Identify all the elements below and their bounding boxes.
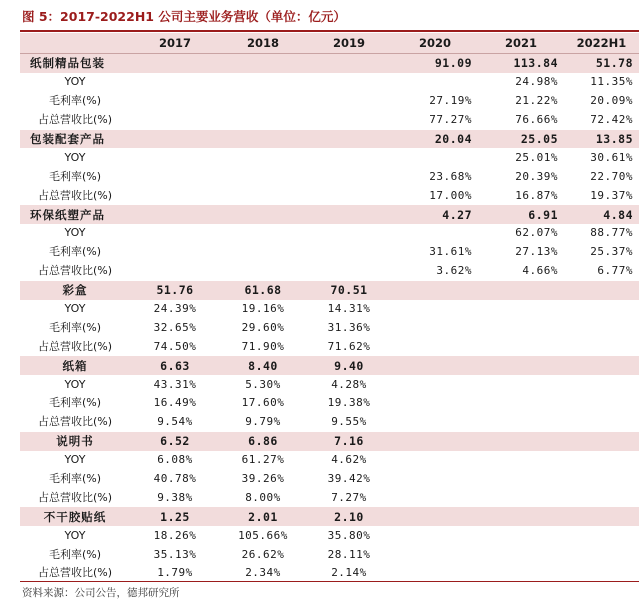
table-cell bbox=[478, 318, 564, 337]
table-cell bbox=[306, 54, 392, 73]
table-cell bbox=[392, 73, 478, 92]
table-cell: 3.62% bbox=[392, 262, 478, 281]
table-cell bbox=[478, 470, 564, 489]
row-label: 说明书 bbox=[20, 432, 130, 451]
table-cell bbox=[130, 73, 220, 92]
table-cell: 14.31% bbox=[306, 300, 392, 319]
table-cell bbox=[130, 111, 220, 130]
table-cell bbox=[478, 356, 564, 375]
table-cell: 39.42% bbox=[306, 470, 392, 489]
table-row bbox=[20, 545, 639, 564]
table-cell bbox=[564, 413, 639, 432]
row-label: 占总营收比(%) bbox=[20, 111, 130, 130]
table-cell bbox=[564, 470, 639, 489]
table-cell bbox=[392, 432, 478, 451]
table-cell bbox=[478, 413, 564, 432]
table-cell bbox=[130, 130, 220, 149]
table-cell bbox=[306, 148, 392, 167]
table-cell bbox=[130, 54, 220, 73]
table-cell: 2.10 bbox=[306, 507, 392, 526]
table-cell bbox=[130, 92, 220, 111]
table-cell: 24.39% bbox=[130, 300, 220, 319]
table-cell bbox=[392, 281, 478, 300]
column-header bbox=[20, 33, 130, 54]
table-cell bbox=[392, 375, 478, 394]
table-cell bbox=[220, 130, 306, 149]
section-row bbox=[20, 281, 639, 300]
table-cell bbox=[392, 507, 478, 526]
table-cell: 25.01% bbox=[478, 148, 564, 167]
table-row bbox=[20, 300, 639, 319]
table-cell bbox=[306, 224, 392, 243]
table-cell: 31.36% bbox=[306, 318, 392, 337]
table-cell bbox=[564, 281, 639, 300]
row-label: 占总营收比(%) bbox=[20, 262, 130, 281]
table-cell: 2.01 bbox=[220, 507, 306, 526]
row-label: YOY bbox=[20, 224, 130, 243]
table-row bbox=[20, 92, 639, 111]
table-cell: 39.26% bbox=[220, 470, 306, 489]
table-cell: 61.27% bbox=[220, 451, 306, 470]
table-cell bbox=[564, 318, 639, 337]
table-cell: 4.27 bbox=[392, 205, 478, 224]
table-row bbox=[20, 186, 639, 205]
row-label: 彩盒 bbox=[20, 281, 130, 300]
table-cell: 2.34% bbox=[220, 564, 306, 583]
table-cell bbox=[130, 243, 220, 262]
table-cell: 70.51 bbox=[306, 281, 392, 300]
table-cell: 4.66% bbox=[478, 262, 564, 281]
table-cell bbox=[478, 394, 564, 413]
table-cell: 9.54% bbox=[130, 413, 220, 432]
table-cell: 35.13% bbox=[130, 545, 220, 564]
table-cell bbox=[392, 451, 478, 470]
table-cell: 19.38% bbox=[306, 394, 392, 413]
row-label: 占总营收比(%) bbox=[20, 488, 130, 507]
table-cell bbox=[392, 148, 478, 167]
section-row bbox=[20, 507, 639, 526]
table-cell bbox=[220, 73, 306, 92]
table-cell: 9.38% bbox=[130, 488, 220, 507]
table-cell bbox=[564, 526, 639, 545]
table-cell: 8.00% bbox=[220, 488, 306, 507]
table-cell bbox=[392, 470, 478, 489]
table-cell bbox=[130, 262, 220, 281]
table-row bbox=[20, 318, 639, 337]
row-label: 环保纸塑产品 bbox=[20, 205, 130, 224]
table-cell bbox=[306, 73, 392, 92]
table-cell: 27.13% bbox=[478, 243, 564, 262]
table-cell bbox=[564, 507, 639, 526]
table-cell: 11.35% bbox=[564, 73, 639, 92]
section-row bbox=[20, 205, 639, 224]
row-label: 占总营收比(%) bbox=[20, 413, 130, 432]
table-cell bbox=[130, 205, 220, 224]
table-cell bbox=[478, 507, 564, 526]
table-cell: 31.61% bbox=[392, 243, 478, 262]
table-cell bbox=[564, 375, 639, 394]
table-cell: 113.84 bbox=[478, 54, 564, 73]
table-cell bbox=[392, 394, 478, 413]
row-label: 毛利率(%) bbox=[20, 243, 130, 262]
table-cell bbox=[392, 488, 478, 507]
table-cell bbox=[130, 167, 220, 186]
table-cell: 17.00% bbox=[392, 186, 478, 205]
table-cell: 8.40 bbox=[220, 356, 306, 375]
table-cell bbox=[220, 262, 306, 281]
table-cell bbox=[564, 488, 639, 507]
row-label: 纸箱 bbox=[20, 356, 130, 375]
table-cell bbox=[220, 92, 306, 111]
table-cell: 18.26% bbox=[130, 526, 220, 545]
table-cell: 4.62% bbox=[306, 451, 392, 470]
table-cell bbox=[220, 205, 306, 224]
table-cell: 6.77% bbox=[564, 262, 639, 281]
table-cell: 7.16 bbox=[306, 432, 392, 451]
row-label: 占总营收比(%) bbox=[20, 564, 130, 583]
table-cell: 71.90% bbox=[220, 337, 306, 356]
table-cell bbox=[478, 545, 564, 564]
table-cell bbox=[392, 356, 478, 375]
row-label: 包装配套产品 bbox=[20, 130, 130, 149]
table-cell bbox=[306, 186, 392, 205]
table-cell bbox=[306, 262, 392, 281]
table-row bbox=[20, 167, 639, 186]
table-cell: 30.61% bbox=[564, 148, 639, 167]
table-cell bbox=[564, 300, 639, 319]
row-label: 毛利率(%) bbox=[20, 394, 130, 413]
table-cell: 1.79% bbox=[130, 564, 220, 583]
table-row bbox=[20, 243, 639, 262]
table-row bbox=[20, 470, 639, 489]
table-cell bbox=[564, 432, 639, 451]
table-cell bbox=[478, 281, 564, 300]
row-label: 不干胶贴纸 bbox=[20, 507, 130, 526]
table-row bbox=[20, 148, 639, 167]
table-cell bbox=[478, 375, 564, 394]
table-cell bbox=[220, 167, 306, 186]
table-row bbox=[20, 413, 639, 432]
table-cell: 77.27% bbox=[392, 111, 478, 130]
table-cell bbox=[564, 356, 639, 375]
row-label: 毛利率(%) bbox=[20, 545, 130, 564]
table-cell bbox=[306, 111, 392, 130]
table-cell: 16.49% bbox=[130, 394, 220, 413]
table-cell: 6.91 bbox=[478, 205, 564, 224]
table-cell: 25.05 bbox=[478, 130, 564, 149]
section-row bbox=[20, 432, 639, 451]
table-cell bbox=[478, 432, 564, 451]
table-cell bbox=[220, 148, 306, 167]
table-cell: 27.19% bbox=[392, 92, 478, 111]
table-cell: 61.68 bbox=[220, 281, 306, 300]
table-cell bbox=[130, 224, 220, 243]
row-label: 毛利率(%) bbox=[20, 92, 130, 111]
figure-title: 图 5：2017-2022H1 公司主要业务营收（单位：亿元） bbox=[22, 9, 346, 24]
table-cell bbox=[478, 526, 564, 545]
table-row bbox=[20, 73, 639, 92]
table-cell bbox=[564, 545, 639, 564]
table-row bbox=[20, 451, 639, 470]
table-cell: 19.37% bbox=[564, 186, 639, 205]
column-header: 2021 bbox=[478, 33, 564, 54]
table-cell: 32.65% bbox=[130, 318, 220, 337]
table-cell: 17.60% bbox=[220, 394, 306, 413]
table-cell: 20.39% bbox=[478, 167, 564, 186]
table-cell: 16.87% bbox=[478, 186, 564, 205]
row-label: 占总营收比(%) bbox=[20, 337, 130, 356]
table-cell: 71.62% bbox=[306, 337, 392, 356]
table-cell: 51.76 bbox=[130, 281, 220, 300]
table-cell bbox=[392, 337, 478, 356]
table-cell bbox=[220, 54, 306, 73]
table-cell bbox=[220, 111, 306, 130]
table-cell bbox=[564, 451, 639, 470]
table-cell bbox=[564, 394, 639, 413]
table-cell bbox=[130, 186, 220, 205]
table-cell: 9.79% bbox=[220, 413, 306, 432]
table-cell: 76.66% bbox=[478, 111, 564, 130]
section-row bbox=[20, 130, 639, 149]
table-cell bbox=[306, 243, 392, 262]
table-cell: 6.63 bbox=[130, 356, 220, 375]
table-row bbox=[20, 224, 639, 243]
row-label: YOY bbox=[20, 526, 130, 545]
table-cell bbox=[478, 451, 564, 470]
table-cell: 4.84 bbox=[564, 205, 639, 224]
table-cell bbox=[392, 300, 478, 319]
column-header: 2019 bbox=[306, 33, 392, 54]
table-cell: 35.80% bbox=[306, 526, 392, 545]
table-body bbox=[20, 54, 639, 583]
table-cell bbox=[392, 413, 478, 432]
table-cell: 5.30% bbox=[220, 375, 306, 394]
row-label: 毛利率(%) bbox=[20, 318, 130, 337]
table-row bbox=[20, 394, 639, 413]
table-cell: 62.07% bbox=[478, 224, 564, 243]
row-label: YOY bbox=[20, 73, 130, 92]
table-cell bbox=[478, 488, 564, 507]
row-label: 毛利率(%) bbox=[20, 167, 130, 186]
table-cell bbox=[306, 130, 392, 149]
table-row bbox=[20, 111, 639, 130]
table-row bbox=[20, 526, 639, 545]
table-cell: 7.27% bbox=[306, 488, 392, 507]
bottom-divider bbox=[20, 581, 639, 582]
row-label: YOY bbox=[20, 375, 130, 394]
table-cell: 91.09 bbox=[392, 54, 478, 73]
table-cell: 9.40 bbox=[306, 356, 392, 375]
table-cell: 29.60% bbox=[220, 318, 306, 337]
table-row bbox=[20, 337, 639, 356]
table-cell bbox=[392, 545, 478, 564]
row-label: 纸制精品包装 bbox=[20, 54, 130, 73]
table-cell bbox=[478, 337, 564, 356]
table-cell bbox=[478, 300, 564, 319]
table-cell bbox=[220, 186, 306, 205]
table-cell: 19.16% bbox=[220, 300, 306, 319]
table-row bbox=[20, 375, 639, 394]
table-cell bbox=[130, 148, 220, 167]
table-cell: 51.78 bbox=[564, 54, 639, 73]
revenue-table bbox=[20, 33, 639, 583]
table-cell: 20.04 bbox=[392, 130, 478, 149]
column-header: 2020 bbox=[392, 33, 478, 54]
title-divider bbox=[20, 30, 639, 32]
table-cell bbox=[220, 224, 306, 243]
table-cell: 74.50% bbox=[130, 337, 220, 356]
table-cell: 28.11% bbox=[306, 545, 392, 564]
row-label: 占总营收比(%) bbox=[20, 186, 130, 205]
table-cell: 6.08% bbox=[130, 451, 220, 470]
section-row bbox=[20, 356, 639, 375]
section-row bbox=[20, 54, 639, 73]
table-cell bbox=[306, 205, 392, 224]
table-cell: 24.98% bbox=[478, 73, 564, 92]
table-cell: 1.25 bbox=[130, 507, 220, 526]
column-header: 2022H1 bbox=[564, 33, 639, 54]
row-label: YOY bbox=[20, 300, 130, 319]
table-header-row bbox=[20, 33, 639, 54]
table-cell: 22.70% bbox=[564, 167, 639, 186]
table-cell bbox=[220, 243, 306, 262]
table-cell: 23.68% bbox=[392, 167, 478, 186]
table-cell: 13.85 bbox=[564, 130, 639, 149]
column-header: 2018 bbox=[220, 33, 306, 54]
table-cell bbox=[564, 337, 639, 356]
table-row bbox=[20, 262, 639, 281]
table-row bbox=[20, 488, 639, 507]
row-label: YOY bbox=[20, 148, 130, 167]
table-cell: 105.66% bbox=[220, 526, 306, 545]
table-cell: 6.52 bbox=[130, 432, 220, 451]
source-note: 资料来源：公司公告，德邦研究所 bbox=[22, 587, 180, 599]
table-cell bbox=[392, 318, 478, 337]
table-cell bbox=[306, 167, 392, 186]
table-cell: 88.77% bbox=[564, 224, 639, 243]
row-label: YOY bbox=[20, 451, 130, 470]
table-cell: 43.31% bbox=[130, 375, 220, 394]
table-cell bbox=[306, 92, 392, 111]
table-cell: 4.28% bbox=[306, 375, 392, 394]
table-cell: 26.62% bbox=[220, 545, 306, 564]
table-cell: 40.78% bbox=[130, 470, 220, 489]
table-cell: 9.55% bbox=[306, 413, 392, 432]
table-cell: 72.42% bbox=[564, 111, 639, 130]
table-cell: 21.22% bbox=[478, 92, 564, 111]
table-cell: 2.14% bbox=[306, 564, 392, 583]
table-cell bbox=[392, 224, 478, 243]
table-cell: 20.09% bbox=[564, 92, 639, 111]
table-cell: 25.37% bbox=[564, 243, 639, 262]
table-cell bbox=[392, 526, 478, 545]
table-cell: 6.86 bbox=[220, 432, 306, 451]
row-label: 毛利率(%) bbox=[20, 470, 130, 489]
column-header: 2017 bbox=[130, 33, 220, 54]
